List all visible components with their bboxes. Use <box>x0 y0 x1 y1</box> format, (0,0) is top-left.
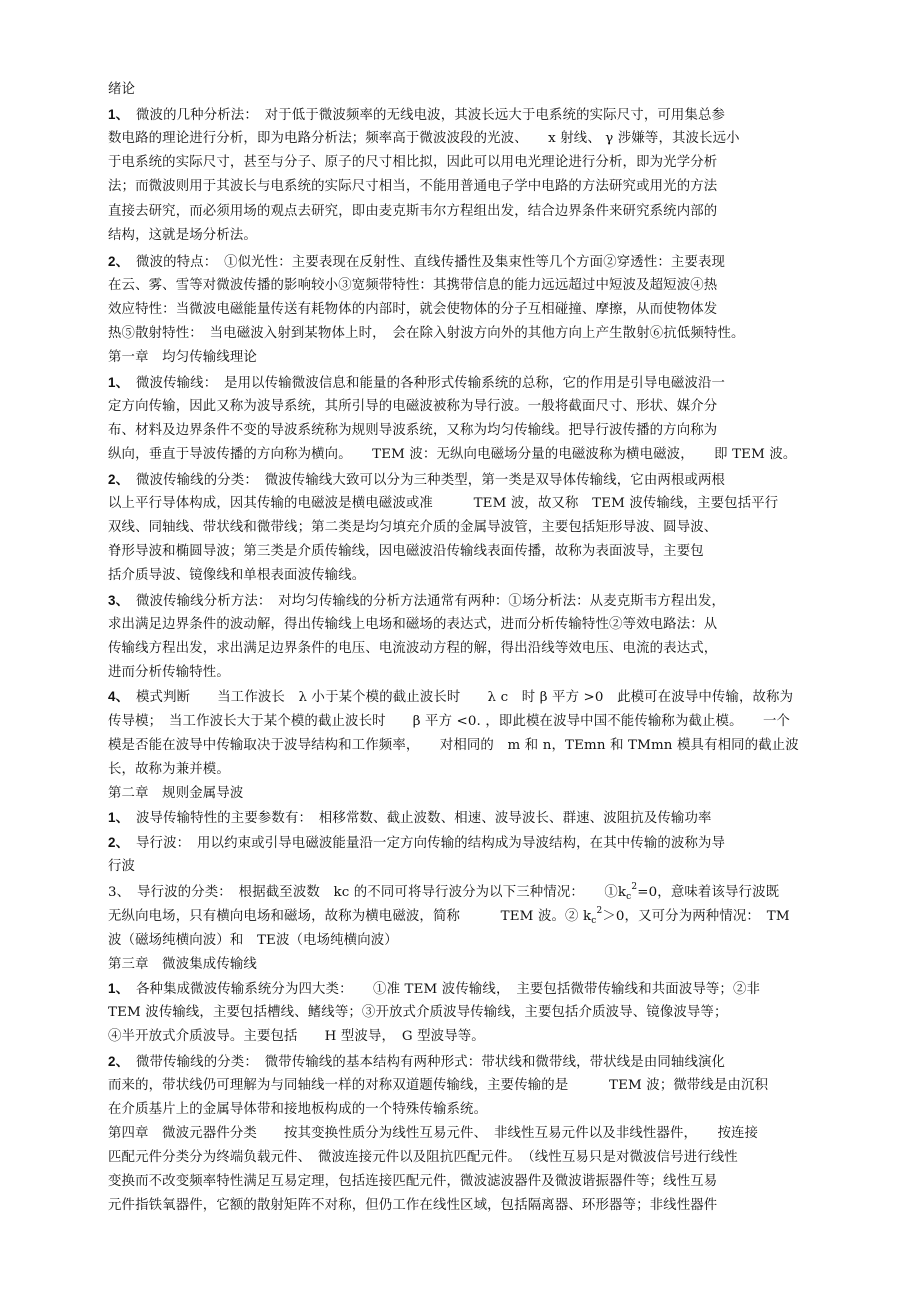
text-line-tail: =0，意味着该导行波既 <box>637 885 780 900</box>
text-line: 而来的，带状线仍可理解为与同轴线一样的对称双道题传输线，主要传输的是 TEM 波；微带线是由沉积 <box>108 1078 769 1093</box>
item-number: 2、 <box>108 472 123 487</box>
text-line: 无纵向电场，只有横向电场和磁场，故称为横电磁波，简称 TEM 波。② k <box>108 909 592 924</box>
heading-chapter-2: 第二章 规则金属导波 <box>108 786 244 801</box>
text-line: 长，故称为兼并模。 <box>108 762 230 777</box>
item-number: 1、 <box>108 375 123 390</box>
text-line: 元件指铁氧器件，它额的散射矩阵不对称，但仍工作在线性区域，包括隔离器、环形器等；非线性器件 <box>108 1198 718 1213</box>
text-line: 定方向传输，因此又称为波导系统，其所引导的电磁波被称为导行波。一般将截面尺寸、形状、媒介分 <box>108 399 718 414</box>
text-line <box>108 106 725 125</box>
text-line: TEM 波传输线，主要包括槽线、鳍线等；③开放式介质波导传输线，主要包括介质波导、镜像波导等； <box>108 1005 728 1020</box>
subscript: c <box>591 916 597 926</box>
text-line: 在介质基片上的金属导体带和接地板构成的一个特殊传输系统。 <box>108 1102 488 1117</box>
text-line: 3、 导行波的分类： 根据截至波数 kc 的不同可将导行波分为以下三种情况： ①k <box>108 885 627 900</box>
item-text: 波导传输特性的主要参数有： 相移常数、截止波数、相速、波导波长、群速、波阻抗及传输功率 <box>122 811 712 826</box>
text-line: 进而分析传输特性。 <box>108 665 230 680</box>
item-text: 微波传输线的分类： 微波传输线大致可以分为三种类型，第一类是双导体传输线，它由两根或两根 <box>122 473 726 488</box>
text-line: 行波 <box>108 859 136 874</box>
item-text: 各种集成微波传输系统分为四大类： ①准 TEM 波传输线， 主要包括微带传输线和共面波导等；②非 <box>122 982 761 997</box>
item-text: 微波传输线分析方法： 对均匀传输线的分析方法通常有两种：①场分析法：从麦克斯韦方程出发， <box>122 594 726 609</box>
item-number: 2、 <box>108 1054 123 1069</box>
heading-chapter-3: 第三章 微波集成传输线 <box>108 957 257 972</box>
text-line <box>108 374 725 393</box>
text-line: 以上平行导体构成，因其传输的电磁波是横电磁波或准 TEM 波，故又称 TEM 波传输线，主要包括平行 <box>108 496 779 511</box>
text-line: 变换而不改变频率特性满足互易定理，包括连接匹配元件，微波滤波器件及微波谐振器件等；线性互易 <box>108 1174 718 1189</box>
item-text: 微波的几种分析法： 对于低于微波频率的无线电波，其波长远大于电系统的实际尺寸，可用集总参 <box>122 108 726 123</box>
text-line: ④半开放式介质波导。主要包括 H 型波导， G 型波导等。 <box>108 1029 485 1044</box>
text-line: 匹配元件分类分为终端负载元件、 微波连接元件以及阻抗匹配元件。 （线性互易只是对微波信号进行线性 <box>108 1150 738 1165</box>
heading-chapter-4: 第四章 微波元器件分类 按其变换性质分为线性互易元件、 非线性互易元件以及非线性器件， 按连接 <box>108 1126 759 1141</box>
text-line: 直接去研究，而必须用场的观点去研究，即由麦克斯韦尔方程组出发，结合边界条件来研究系统内部的 <box>108 204 718 219</box>
superscript: 2 <box>631 882 638 892</box>
text-line: 括介质导波、镜像线和单根表面波传输线。 <box>108 568 366 583</box>
text-line-formula <box>108 884 779 902</box>
item-text: 模式判断 当工作波长 λ 小于某个模的截止波长时 λ c 时 β 平方 >0 此模可在波导中传输，故称为 <box>122 690 794 705</box>
item-number: 1、 <box>108 981 123 996</box>
text-line-tail: ＞0，又可分为两种情况： TM <box>602 909 790 924</box>
text-line: 在云、雾、雪等对微波传播的影响较小③宽频带特性：其携带信息的能力远远超过中短波及超短波④热 <box>108 278 718 293</box>
text-line: 求出满足边界条件的波动解，得出传输线上电场和磁场的表达式，进而分析传输特性②等效电路法：从 <box>108 617 718 632</box>
heading-introduction: 绪论 <box>108 82 136 97</box>
text-line: 模是否能在波导中传输取决于波导结构和工作频率， 对相同的 m 和 n，TEmn 和 TMmn 模具有相同的截止波 <box>108 738 799 753</box>
text-line <box>108 809 712 828</box>
text-line <box>108 688 793 707</box>
subscript: c <box>626 892 632 902</box>
text-line: 波（磁场纯横向波）和 TE波（电场纯横向波） <box>108 933 398 948</box>
text-line <box>108 1053 725 1072</box>
item-text: 微波的特点： ①似光性：主要表现在反射性、直线传播性及集束性等几个方面②穿透性：主要表现 <box>122 255 726 270</box>
text-line <box>108 592 725 611</box>
item-number: 2、 <box>108 835 123 850</box>
text-line <box>108 253 725 272</box>
item-number: 1、 <box>108 107 123 122</box>
text-line <box>108 471 725 490</box>
text-line: 布、材料及边界条件不变的导波系统称为规则导波系统，又称为均匀传输线。把导行波传播的方向称为 <box>108 423 718 438</box>
text-line: 热⑤散射特性： 当电磁波入射到某物体上时， 会在除入射波方向外的其他方向上产生散射⑥抗低频特性。 <box>108 326 745 341</box>
text-line-formula <box>108 908 790 926</box>
text-line: 数电路的理论进行分析，即为电路分析法；频率高于微波波段的光波、 x 射线、 γ 涉嫌等，其波长远小 <box>108 131 740 146</box>
text-line: 传导模； 当工作波长大于某个模的截止波长时 β 平方 <0. ，即此模在波导中国不能传输称为截止模。 一个 <box>108 714 791 729</box>
text-line: 传输线方程出发，求出满足边界条件的电压、电流波动方程的解，得出沿线等效电压、电流的表达式， <box>108 641 718 656</box>
text-line: 结构，这就是场分析法。 <box>108 228 257 243</box>
text-line <box>108 980 760 999</box>
text-line: 脊形导波和椭圆导波；第三类是介质传输线，因电磁波沿传输线表面传播，故称为表面波导，主要包 <box>108 544 704 559</box>
text-line: 纵向，垂直于导波传播的方向称为横向。 TEM 波：无纵向电磁场分量的电磁波称为横电磁波， 即 TEM 波。 <box>108 447 797 462</box>
text-line: 双线、同轴线、带状线和微带线；第二类是均匀填充介质的金属导波管，主要包括矩形导波、圆导波、 <box>108 520 718 535</box>
text-line: 效应特性：当微波电磁能量传送有耗物体的内部时，就会使物体的分子互相碰撞、摩擦，从而使物体发 <box>108 302 718 317</box>
text-line <box>108 834 725 853</box>
heading-chapter-1: 第一章 均匀传输线理论 <box>108 350 257 365</box>
item-number: 4、 <box>108 689 123 704</box>
superscript: 2 <box>596 906 603 916</box>
text-line: 法；而微波则用于其波长与电系统的实际尺寸相当，不能用普通电子学中电路的方法研究或用光的方法 <box>108 179 718 194</box>
item-text: 微波传输线： 是用以传输微波信息和能量的各种形式传输系统的总称，它的作用是引导电磁波沿一 <box>122 376 726 391</box>
item-text: 微带传输线的分类： 微带传输线的基本结构有两种形式：带状线和微带线，带状线是由同轴线演化 <box>122 1055 726 1070</box>
text-line: 于电系统的实际尺寸，甚至与分子、原子的尺寸相比拟，因此可以用电光理论进行分析，即为光学分析 <box>108 155 718 170</box>
item-number: 1、 <box>108 810 123 825</box>
item-number: 2、 <box>108 254 123 269</box>
item-text: 导行波： 用以约束或引导电磁波能量沿一定方向传输的结构成为导波结构，在其中传输的波称为导 <box>122 836 726 851</box>
item-number: 3、 <box>108 593 123 608</box>
